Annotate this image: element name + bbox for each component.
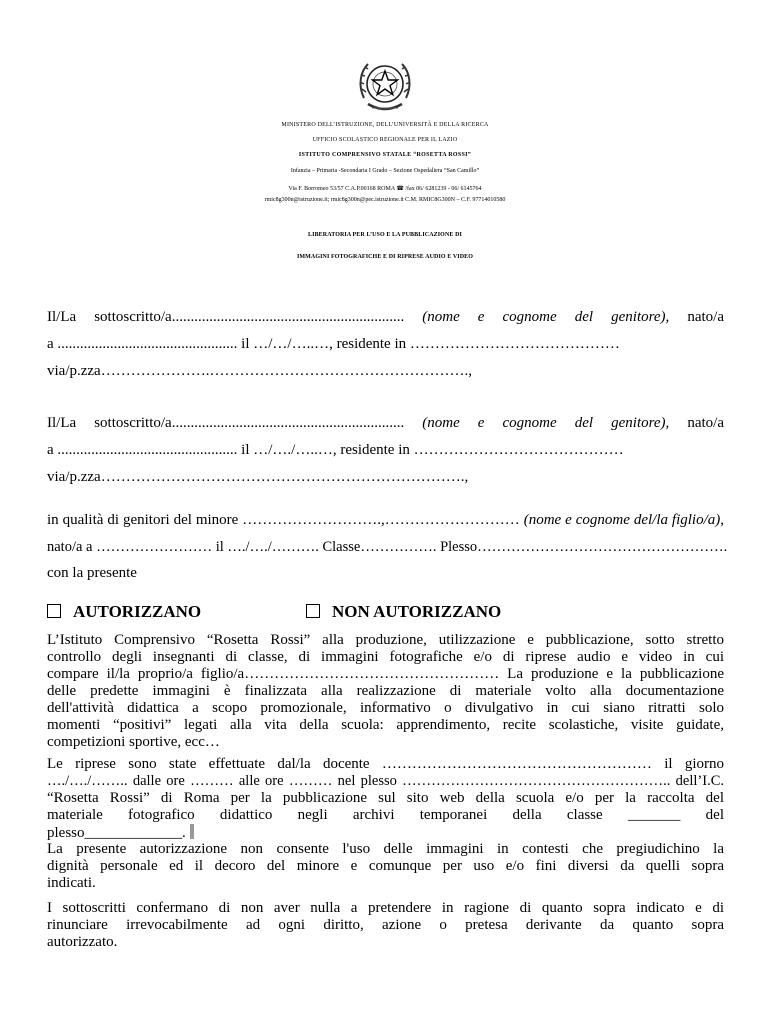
- paragraph1-line: momenti “positivi” legati alla vita della scuola: apprendimento, recite scolastiche, visite guidate,: [47, 717, 724, 733]
- paragraph2-last-line: [47, 824, 194, 842]
- paragraph4-line: rinunciare irrevocabilmente ad ogni diritto, azione o pretesa derivante da quanto sopra: [47, 917, 724, 933]
- parent1-street-line[interactable]: via/p.zza………………….…………………………………………….,: [47, 363, 472, 379]
- address-street: Via F. Borromeo 53/57 C.A.P.00168 ROMA: [288, 186, 395, 192]
- parent2-street-line[interactable]: via/p.zza……………………………………………………………….,: [47, 469, 469, 485]
- paragraph4-line: autorizzato.: [47, 934, 118, 950]
- paragraph2-line: Le riprese sono state effettuate dal/la docente ……………………………………………… il giorno: [47, 756, 724, 772]
- address-phone: /fax 06/ 6281239 - 06/ 6145764: [405, 186, 482, 192]
- parent2-name-field[interactable]: Il/La sottoscritto/a..............................................................: [47, 415, 405, 431]
- school-address: [0, 185, 770, 192]
- paragraph1-line: competizioni sportive, ecc…: [47, 734, 220, 750]
- paragraph1-line: controllo degli insegnanti di classe, di immagini fotografiche e/o di riprese audio e video in cui: [47, 649, 724, 665]
- paragraph3-line: La presente autorizzazione non consente l'uso delle immagini in contesti che pregiudichino la: [47, 841, 724, 857]
- text-cursor: [190, 824, 194, 839]
- school-levels: Infanzia – Primaria -Secondaria I Grado – Sezione Ospedaliera “San Camillo”: [290, 168, 480, 174]
- phone-icon: ☎: [396, 186, 404, 192]
- paragraph4-line: I sottoscritti confermano di non aver nulla a pretendere in ragione di quanto sopra indicato e di: [47, 900, 724, 916]
- paragraph2-line: materiale fotografico didattico negli archivi temporanei della classe _______ del: [47, 807, 724, 823]
- minor-name-line: [47, 512, 724, 529]
- authorize-label: AUTORIZZANO: [73, 602, 202, 621]
- not-authorize-label: NON AUTORIZZANO: [332, 602, 502, 621]
- school-name: ISTITUTO COMPRENSIVO STATALE “ROSETTA ROSSI”: [298, 152, 472, 158]
- minor-details-line[interactable]: nato/a a …………………… il …./…./………. Classe……………. Plesso…………………………………………….: [47, 539, 728, 555]
- parent1-name-hint: (nome e cognome del genitore): [422, 309, 666, 325]
- with-this-label: con la presente: [47, 565, 137, 581]
- paragraph1-line: L’Istituto Comprensivo “Rosetta Rossi” alla produzione, utilizzazione e pubblicazione, sotto stretto: [47, 632, 724, 648]
- parent1-name-line: [47, 309, 724, 326]
- not-authorize-option[interactable]: [306, 602, 501, 622]
- parent1-birth-line[interactable]: a ................................................ il …/…/…..…, residente in ……………………………………: [47, 336, 620, 352]
- minor-name-field[interactable]: in qualità di genitori del minore ……………………….,………………………: [47, 512, 520, 528]
- parent1-born-label: , nato/a: [665, 309, 725, 325]
- paragraph1-line: compare il/la proprio/a figlio/a…………………………………………… La produzione e la pubblicazione: [47, 666, 724, 682]
- school-contacts: rmic8g300n@istruzione.it; rmic8g300n@pec.istruzione.it C.M. RMIC8G300N – C.F. 97714010580: [264, 197, 506, 203]
- paragraph1-line: dell'attività didattica a scopo promozionale, informativo o divulgativo in cui siano ritratti solo: [47, 700, 724, 716]
- authorize-checkbox[interactable]: [47, 604, 61, 618]
- parent1-name-field[interactable]: Il/La sottoscritto/a..............................................................: [47, 309, 405, 325]
- paragraph1-line: delle predette immagini è finalizzata alla realizzazione di materiale volto alla documentazione: [47, 683, 724, 699]
- parent2-name-hint: (nome e cognome del genitore): [422, 415, 666, 431]
- paragraph2-line: …./…./…….. dalle ore ……… alle ore ……… nel plesso ……………………………………………….. dell’I.C.: [47, 773, 724, 789]
- ministry-name: MINISTERO DELL’ISTRUZIONE, DELL’UNIVERSITÀ E DELLA RICERCA: [281, 122, 489, 128]
- paragraph3-line: indicati.: [47, 875, 96, 891]
- italian-republic-emblem-icon: [356, 54, 414, 120]
- parent2-birth-line[interactable]: a ................................................ il …/…./…..…, residente in ……………………………………: [47, 442, 624, 458]
- parent2-born-label: , nato/a: [665, 415, 725, 431]
- authorize-option[interactable]: [47, 602, 201, 622]
- document-title-line-2: IMMAGINI FOTOGRAFICHE E DI RIPRESE AUDIO E VIDEO: [296, 254, 474, 260]
- parent2-name-line: [47, 415, 724, 432]
- minor-comma: ,: [720, 512, 725, 528]
- regional-office: UFFICIO SCOLASTICO REGIONALE PER IL LAZIO: [312, 137, 458, 143]
- paragraph3-line: dignità personale ed il decoro del minore e comunque per uso e/o fini diversi da quelli sopra: [47, 858, 724, 874]
- document-title-line-1: LIBERATORIA PER L’USO E LA PUBBLICAZIONE DI: [308, 232, 462, 238]
- minor-name-hint: (nome e cognome del/la figlio/a): [523, 512, 721, 528]
- not-authorize-checkbox[interactable]: [306, 604, 320, 618]
- paragraph2-line: “Rosetta Rossi” di Roma per la pubblicazione sul sito web della scuola e/o per la raccolta del: [47, 790, 724, 806]
- paragraph2-line: plesso_____________.: [47, 825, 186, 841]
